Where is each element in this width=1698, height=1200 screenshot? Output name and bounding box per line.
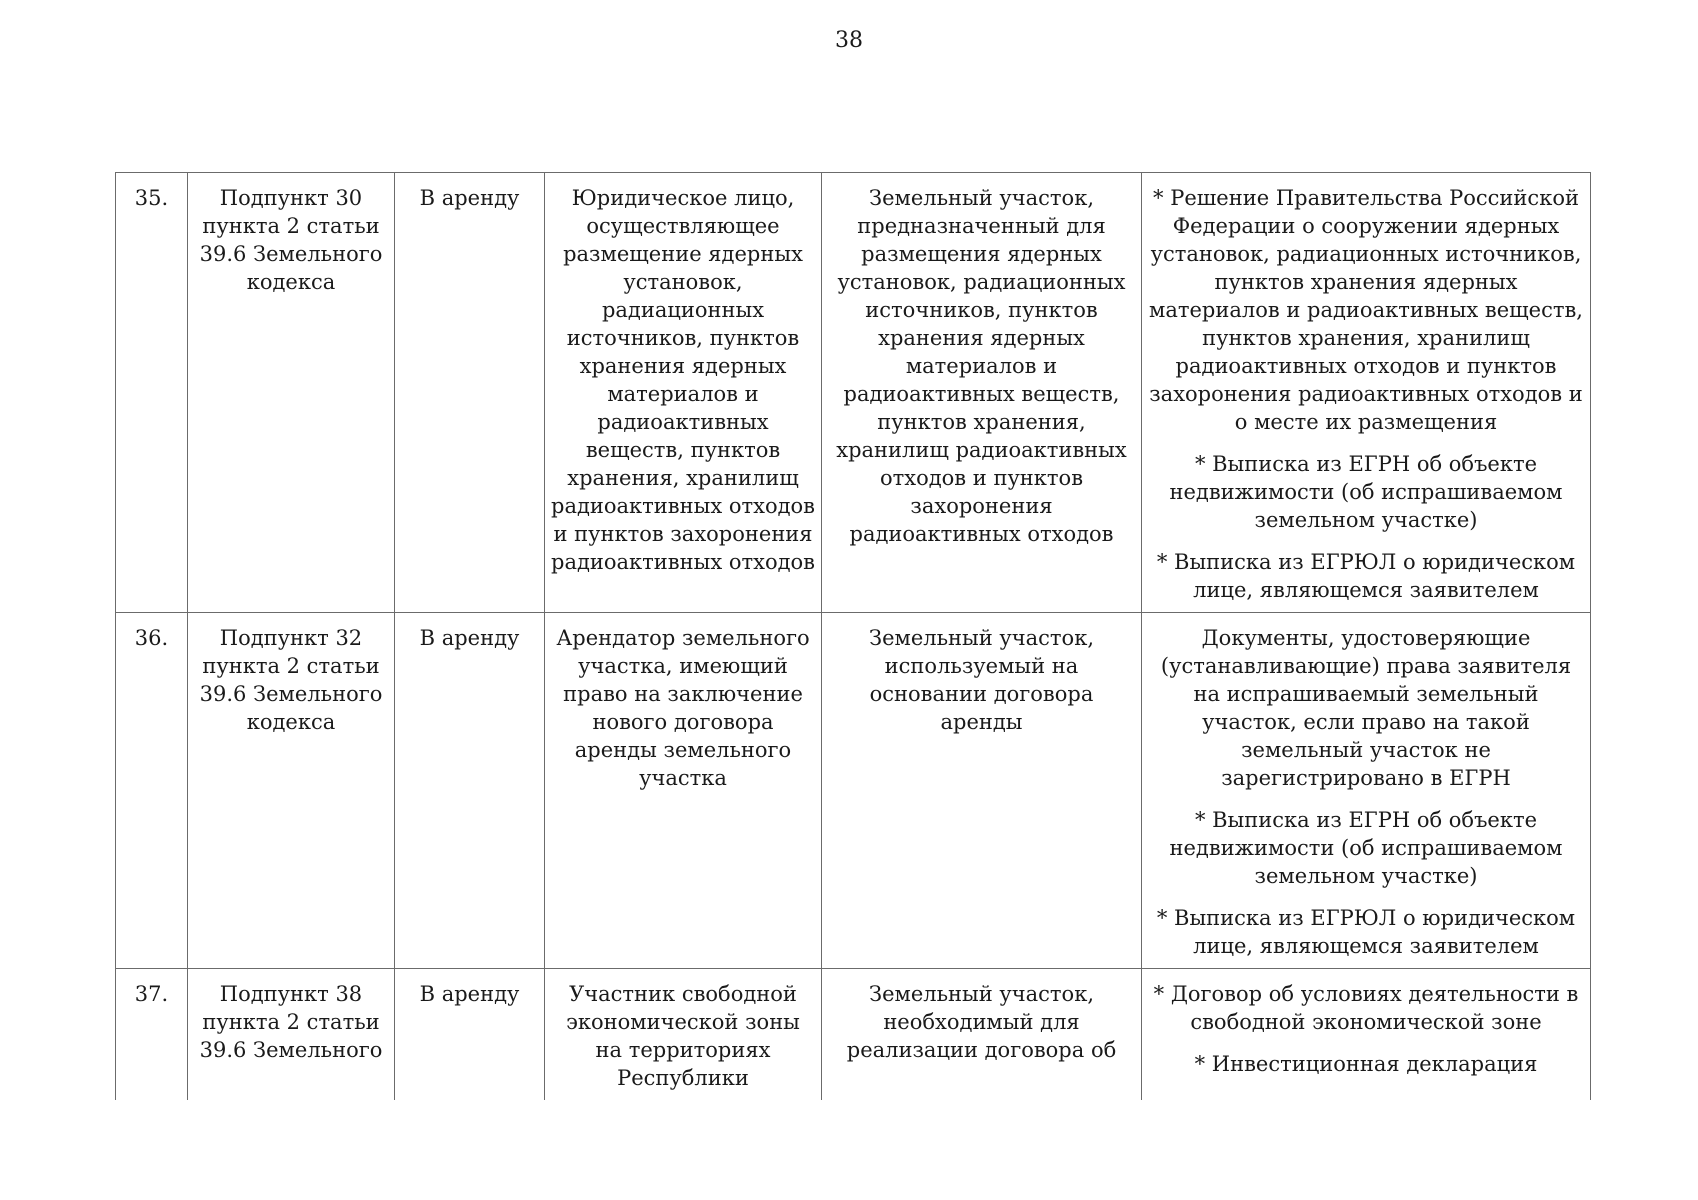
applicant-cell: Участник свободной экономической зоны на территориях Республики [545, 969, 822, 1101]
land-plot-cell: Земельный участок, необходимый для реализации договора об [822, 969, 1142, 1101]
right-type-cell: В аренду [395, 969, 545, 1101]
table-row [116, 613, 1591, 969]
table-row [116, 173, 1591, 613]
row-number-cell: 35. [116, 173, 188, 613]
right-type-cell: В аренду [395, 173, 545, 613]
row-number-cell: 37. [116, 969, 188, 1101]
document-item: * Инвестиционная декларация [1194, 1052, 1538, 1076]
legal-basis-cell: Подпункт 32 пункта 2 статьи 39.6 Земельного кодекса [188, 613, 395, 969]
documents-cell [1142, 613, 1591, 969]
page-number: 38 [835, 28, 863, 53]
legal-basis-cell: Подпункт 30 пункта 2 статьи 39.6 Земельного кодекса [188, 173, 395, 613]
legal-basis-cell: Подпункт 38 пункта 2 статьи 39.6 Земельного [188, 969, 395, 1101]
document-item: Документы, удостоверяющие (устанавливающие) права заявителя на испрашиваемый земельный участок, если право на такой земельный участок не зарегистрировано в ЕГРН [1160, 626, 1572, 790]
document-item: * Выписка из ЕГРН об объекте недвижимости (об испрашиваемом земельном участке) [1169, 808, 1563, 888]
land-allocation-table [115, 172, 1591, 1100]
documents-cell [1142, 969, 1591, 1101]
land-plot-cell: Земельный участок, предназначенный для размещения ядерных установок, радиационных источников, пунктов хранения ядерных материалов и радиоактивных веществ, пунктов хранения, хранилищ радиоактивных отходов и пунктов захоронения радиоактивных отходов [822, 173, 1142, 613]
right-type-cell: В аренду [395, 613, 545, 969]
land-plot-cell: Земельный участок, используемый на основании договора аренды [822, 613, 1142, 969]
applicant-cell: Юридическое лицо, осуществляющее размещение ядерных установок, радиационных источников, пунктов хранения ядерных материалов и радиоактивных веществ, пунктов хранения, хранилищ радиоактивных отходов и пунктов захоронения радиоактивных отходов [545, 173, 822, 613]
row-number-cell: 36. [116, 613, 188, 969]
document-item: * Выписка из ЕГРЮЛ о юридическом лице, являющемся заявителем [1156, 906, 1576, 958]
document-item: * Выписка из ЕГРН об объекте недвижимости (об испрашиваемом земельном участке) [1169, 452, 1563, 532]
table-row [116, 969, 1591, 1101]
documents-cell [1142, 173, 1591, 613]
applicant-cell: Арендатор земельного участка, имеющий право на заключение нового договора аренды земельного участка [545, 613, 822, 969]
document-item: * Решение Правительства Российской Федерации о сооружении ядерных установок, радиационных источников, пунктов хранения ядерных материалов и радиоактивных веществ, пунктов хранения, хранилищ радиоактивных отходов и пунктов захоронения радиоактивных отходов и о месте их размещения [1149, 186, 1583, 434]
document-item: * Договор об условиях деятельности в свободной экономической зоне [1153, 982, 1579, 1034]
document-item: * Выписка из ЕГРЮЛ о юридическом лице, являющемся заявителем [1156, 550, 1576, 602]
